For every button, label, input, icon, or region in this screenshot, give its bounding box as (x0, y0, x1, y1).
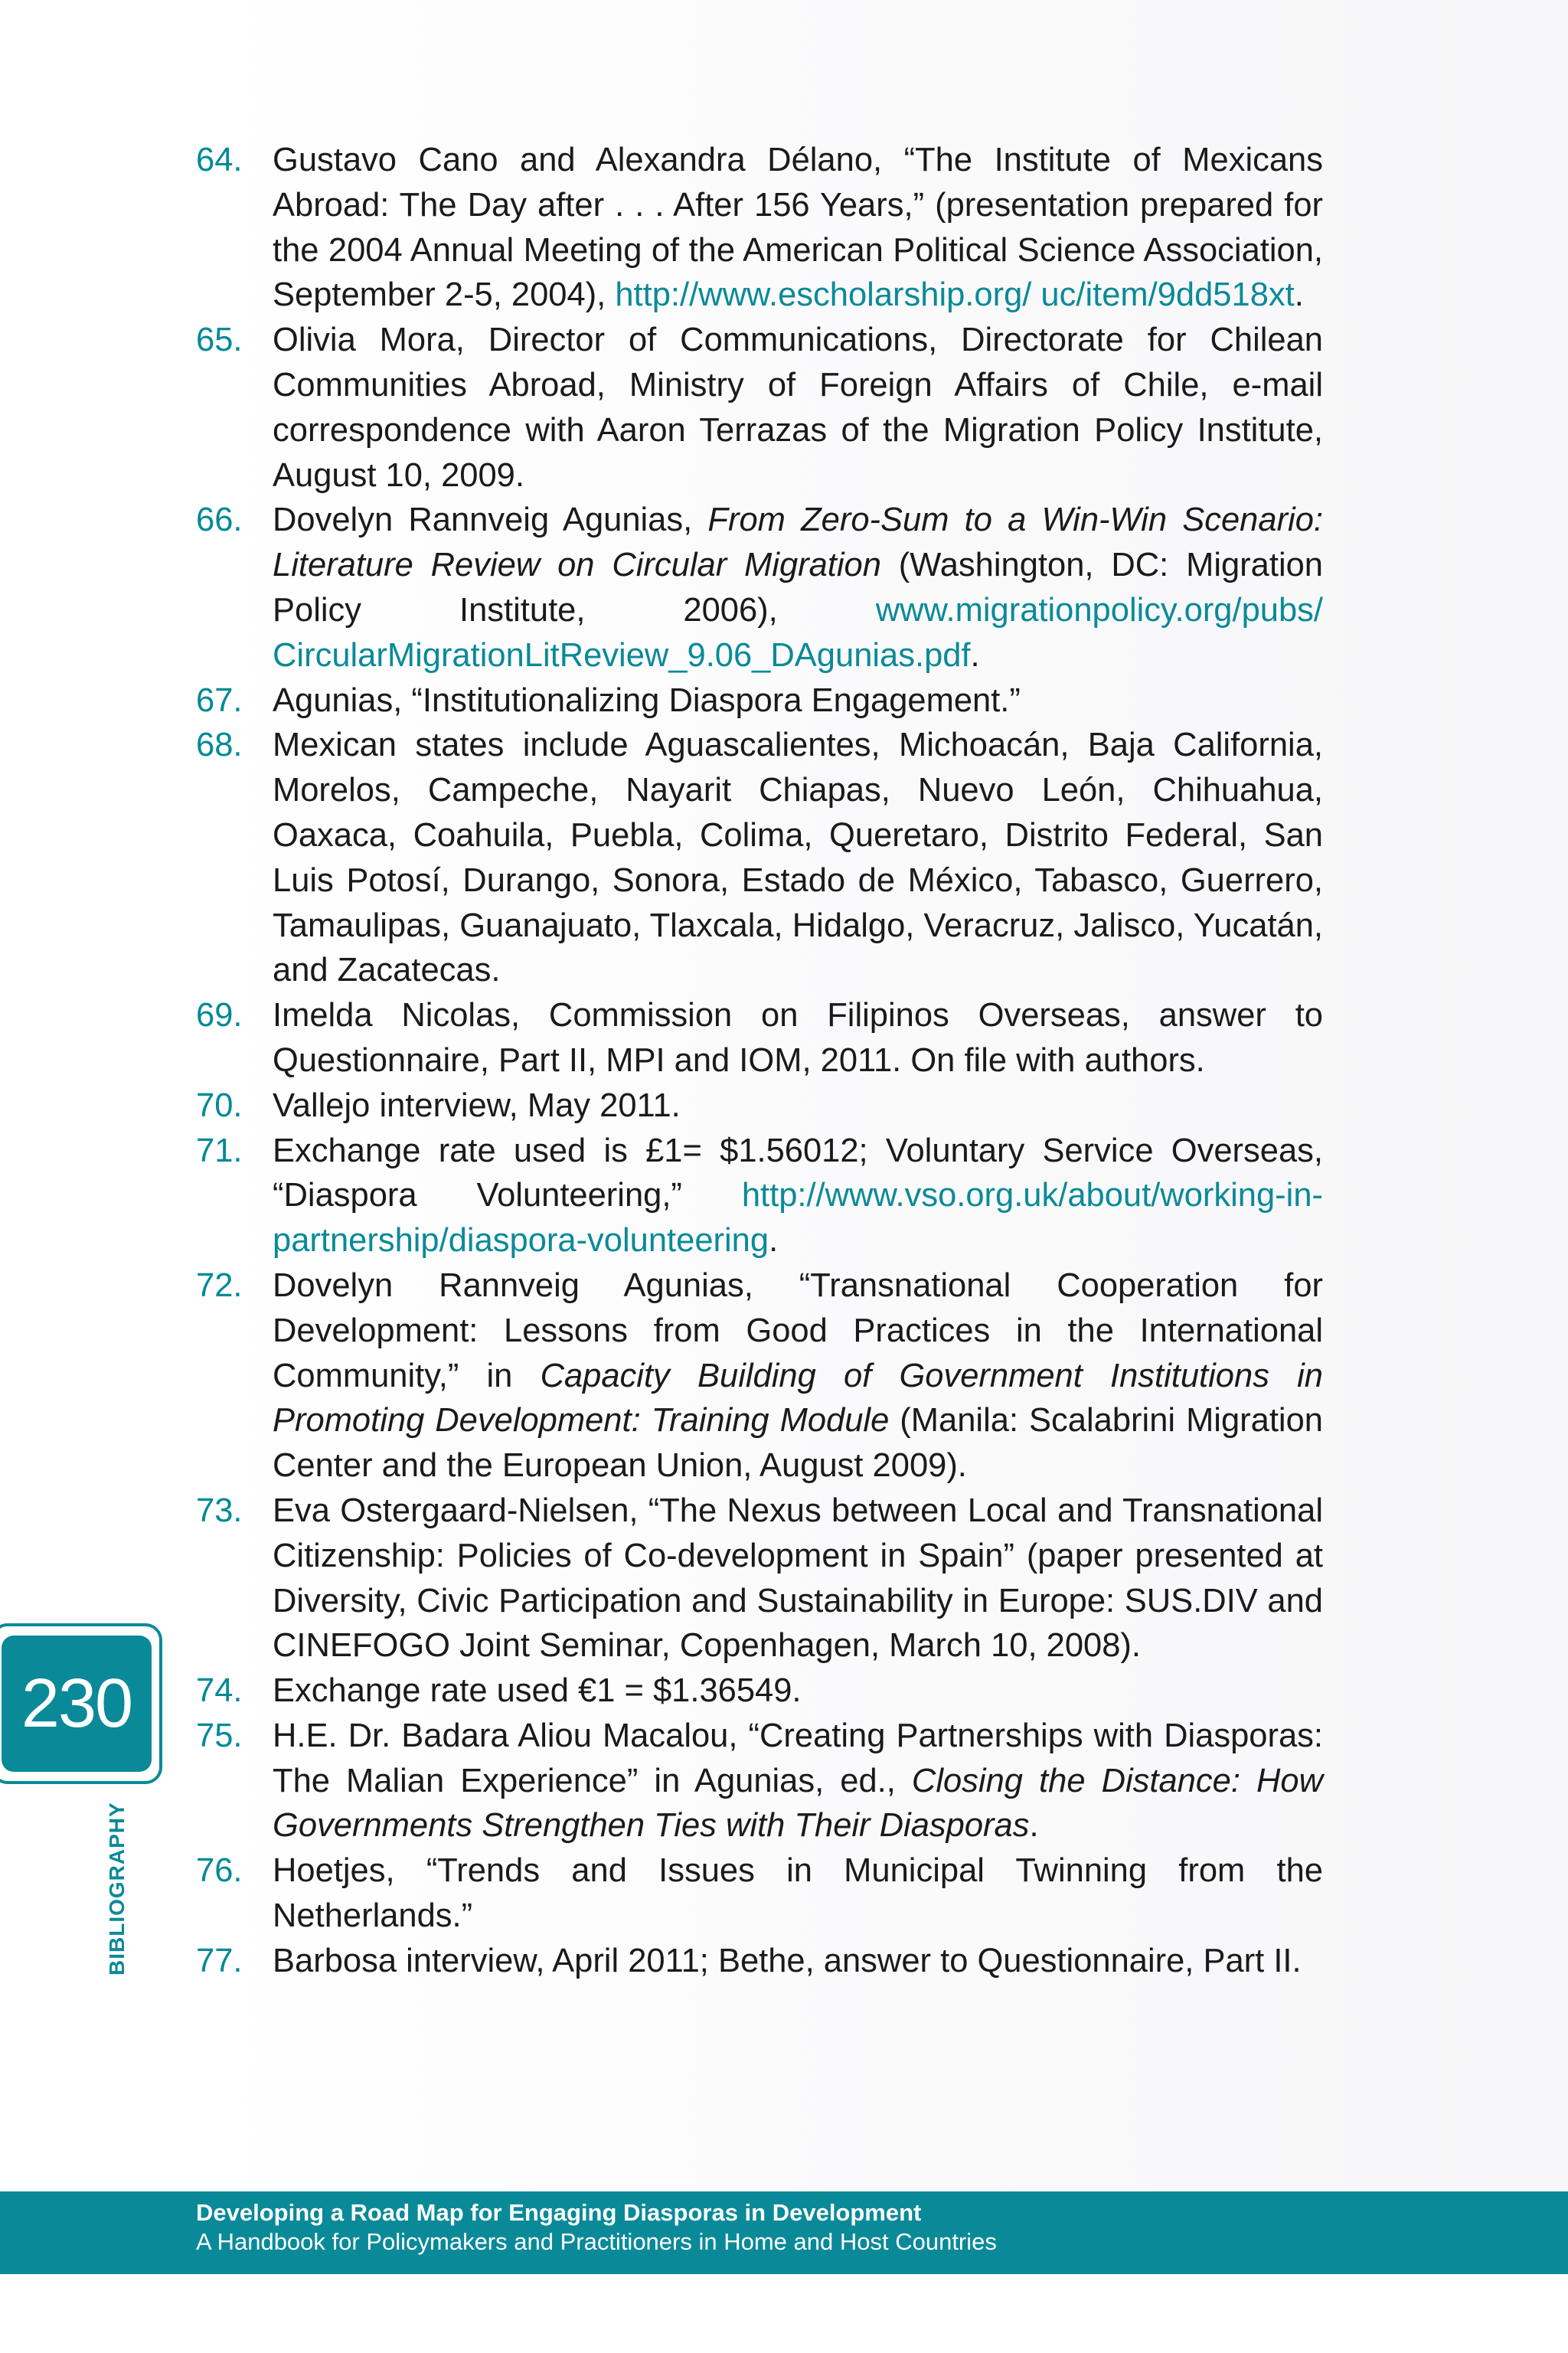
endnote-text: . (1294, 276, 1304, 314)
endnote-text: Hoetjes, “Trends and Issues in Municipal Twinning from the Netherlands.” (273, 1852, 1323, 1935)
endnote-number: 76. (196, 1852, 243, 1890)
endnote-link[interactable]: www.migrationpolicy.org/pubs/ CircularMigrationLitReview_9.06_DAgunias.pdf (273, 591, 1323, 674)
endnote-text: . (769, 1222, 779, 1260)
endnote-text: Dovelyn Rannveig Agunias, “Transnational Cooperation for Development: Lessons from Good Practices in the International Community,” in (273, 1266, 1323, 1394)
section-label: BIBLIOGRAPHY (105, 1802, 129, 1976)
endnote (0, 678, 1323, 724)
endnote-text: . (1029, 1807, 1039, 1845)
endnote-text: H.E. Dr. Badara Aliou Macalou, “Creating Partnerships with Diasporas: The Malian Experience” in Agunias, ed., (273, 1717, 1323, 1799)
endnote-number: 64. (196, 142, 243, 178)
endnote (0, 1848, 1323, 1939)
endnote-text: Eva Ostergaard-Nielsen, “The Nexus between Local and Transnational Citizenship: Policies of Co-development in Spain” (paper presented at Diversity, Civic Participation and Sustainability in Europe: SUS.DIV and CINEFOGO Joint Seminar, Copenhagen, March 10, 2008). (273, 1492, 1323, 1665)
endnote-number: 67. (196, 681, 243, 719)
endnote-number: 69. (196, 997, 243, 1034)
endnote-italic-title: Capacity Building of Government Institutions in Promoting Development: Training Module (273, 1357, 1323, 1440)
endnote (0, 1083, 1323, 1129)
endnote (0, 1714, 1323, 1848)
endnote (0, 498, 1323, 678)
endnote-text: (Washington, DC: Migration Policy Institute, 2006), (273, 547, 1323, 629)
endnote-text: Vallejo interview, May 2011. (273, 1087, 681, 1124)
endnote-number: 71. (196, 1132, 243, 1169)
endnote-number: 72. (196, 1266, 243, 1304)
endnote (0, 1668, 1323, 1714)
endnote (0, 723, 1323, 993)
endnote-link[interactable]: http://www.escholarship.org/ uc/item/9dd518xt (615, 276, 1295, 314)
endnote-text: Imelda Nicolas, Commission on Filipinos Overseas, answer to Questionnaire, Part II, MPI and IOM, 2011. On file with authors. (273, 997, 1323, 1079)
endnote (0, 138, 1323, 318)
endnote-text: Dovelyn Rannveig Agunias, (273, 502, 708, 539)
endnote (0, 1129, 1323, 1263)
endnote-number: 74. (196, 1672, 243, 1710)
endnote-number: 65. (196, 322, 243, 359)
endnote (0, 1489, 1323, 1668)
endnote-italic-title: From Zero-Sum to a Win-Win Scenario: Literature Review on Circular Migration (273, 502, 1324, 584)
endnote-text: Exchange rate used €1 = $1.36549. (273, 1672, 802, 1710)
endnote-number: 68. (196, 727, 243, 764)
footer-subtitle: A Handbook for Policymakers and Practitioners in Home and Host Countries (196, 2228, 997, 2255)
endnote-number: 73. (196, 1492, 243, 1529)
page-number-tab (0, 1623, 162, 1784)
endnote-text: Exchange rate used is £1= $1.56012; Voluntary Service Overseas, “Diaspora Volunteering,” (273, 1132, 1323, 1214)
endnote-italic-title: Closing the Distance: How Governments Strengthen Ties with Their Diasporas (273, 1762, 1323, 1845)
endnote-number: 66. (196, 502, 243, 539)
endnote-text: Gustavo Cano and Alexandra Délano, “The Institute of Mexicans Abroad: The Day after . . . After 156 Years,” (presentation prepared for the 2004 Annual Meeting of the American Political Science Association, September 2-5, 2004), (273, 142, 1323, 314)
footer-bar (0, 2191, 1568, 2274)
endnote (0, 993, 1323, 1083)
endnote-text: Mexican states include Aguascalientes, Michoacán, Baja California, Morelos, Campeche, Nayarit Chiapas, Nuevo León, Chihuahua, Oaxaca, Coahuila, Puebla, Colima, Queretaro, Distrito Federal, San Luis Potosí, Durango, Sonora, Estado de México, Tabasco, Guerrero, Tamaulipas, Guanajuato, Tlaxcala, Hidalgo, Veracruz, Jalisco, Yucatán, and Zacatecas. (273, 727, 1323, 989)
endnote (0, 318, 1323, 498)
footer-title: Developing a Road Map for Engaging Diasporas in Development (196, 2199, 922, 2226)
endnote-text: . (970, 636, 980, 674)
endnote-number: 77. (196, 1942, 243, 1979)
endnote-text: Olivia Mora, Director of Communications, Directorate for Chilean Communities Abroad, Ministry of Foreign Affairs of Chile, e-mail correspondence with Aaron Terrazas of the Migration Policy Institute, August 10, 2009. (273, 322, 1323, 494)
endnote (0, 1263, 1323, 1489)
endnote-link[interactable]: http://www.vso.org.uk/about/working-in-partnership/diaspora-volunteering (273, 1177, 1323, 1260)
endnote-text: Agunias, “Institutionalizing Diaspora Engagement.” (273, 681, 1021, 719)
endnote-text: Barbosa interview, April 2011; Bethe, answer to Questionnaire, Part II. (273, 1942, 1302, 1979)
endnote-text: (Manila: Scalabrini Migration Center and the European Union, August 2009). (273, 1402, 1323, 1485)
endnotes-list (0, 138, 1568, 1984)
endnote (0, 1939, 1323, 1984)
page-number: 230 (2, 1636, 152, 1772)
endnote-number: 75. (196, 1717, 243, 1754)
endnote-number: 70. (196, 1087, 243, 1124)
